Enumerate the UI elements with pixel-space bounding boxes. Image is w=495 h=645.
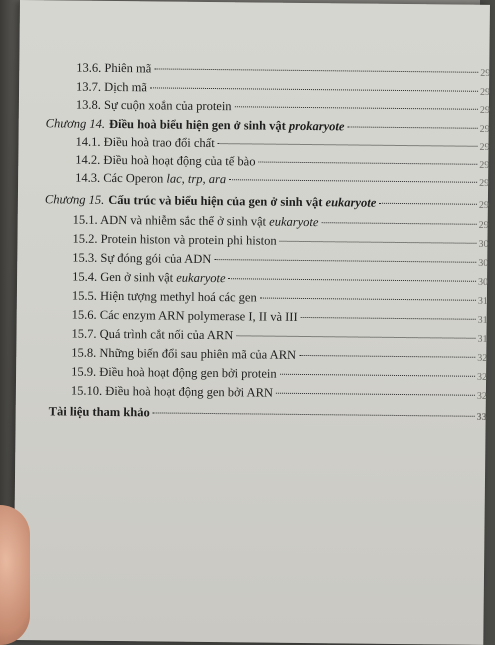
toc-title-text: 15.4. Gen ở sinh vật [72, 269, 177, 285]
table-of-contents [13, 0, 490, 645]
chapter-number: Chương 14. [45, 116, 106, 131]
dot-leader [214, 259, 476, 263]
chapter-title-emphasis: eukaryote [325, 195, 377, 210]
toc-entry-13-7 [76, 80, 494, 99]
chapter-title-emphasis: prokaryote [288, 118, 345, 134]
thumb [0, 505, 30, 645]
toc-title-emphasis: eukaryote [269, 214, 319, 230]
dot-leader [347, 126, 477, 128]
toc-entry-15-7 [71, 327, 491, 346]
toc-entry-15-9 [71, 365, 491, 384]
toc-title: 15.2. Protein histon và protein phi histon [72, 231, 277, 248]
toc-chapter-14 [46, 116, 494, 136]
toc-page-number: 31 [477, 333, 488, 345]
toc-title-emphasis: lac, trp, ara [166, 171, 227, 187]
toc-title: 15.6. Các enzym ARN polymerase I, II và III [71, 307, 298, 324]
toc-entry-15-2 [72, 232, 492, 251]
toc-title-emphasis: eukaryote [176, 270, 226, 286]
dot-leader [150, 87, 478, 91]
toc-title: 14.1. Điều hoà trao đổi chất [75, 134, 215, 151]
toc-page-number: 30 [478, 238, 489, 250]
dot-leader [280, 241, 477, 244]
dot-leader [154, 68, 478, 72]
toc-title: Tài liệu tham khảo [48, 404, 150, 420]
dot-leader [235, 106, 478, 110]
toc-title: 14.2. Điều hoà hoạt động của tế bào [75, 152, 256, 169]
dot-leader [280, 374, 475, 377]
toc-page-number: 31 [477, 295, 488, 307]
toc-entry-15-3 [72, 251, 492, 270]
chapter-title [109, 117, 345, 134]
dot-leader [258, 162, 477, 165]
toc-page-number: 30 [478, 276, 489, 288]
toc-title: 15.9. Điều hoà hoạt động gen bởi protein [71, 364, 277, 381]
toc-entry-14-1 [75, 135, 493, 154]
toc-page-number: 29 [479, 123, 490, 135]
dot-leader [260, 298, 476, 301]
toc-title: 13.7. Dịch mã [76, 79, 147, 95]
dot-leader [301, 317, 476, 320]
dot-leader [299, 355, 475, 358]
toc-entry-15-6 [72, 308, 492, 327]
toc-page-number: 29 [478, 199, 489, 211]
toc-entry-15-8 [71, 346, 491, 365]
toc-title: 15.10. Điều hoà hoạt động gen bởi ARN [70, 383, 274, 400]
toc-page-number: 32 [477, 352, 488, 364]
toc-page-number: 29 [479, 177, 490, 189]
toc-chapter-15 [45, 192, 493, 212]
toc-entry-14-3 [75, 171, 493, 190]
dot-leader [236, 335, 475, 339]
toc-title-text: 15.1. ADN và nhiễm sắc thể ở sinh vật [72, 212, 270, 229]
toc-page-number: 29 [479, 104, 490, 116]
toc-page-number: 33 [476, 411, 487, 423]
dot-leader [229, 278, 477, 282]
toc-entry-15-1 [73, 213, 493, 232]
toc-title [75, 171, 226, 188]
dot-leader [321, 222, 476, 225]
toc-title [73, 213, 319, 231]
toc-entry-13-6 [76, 61, 494, 80]
toc-entry-15-4 [72, 270, 492, 289]
toc-page-number: 29 [479, 159, 490, 171]
toc-page-number: 30 [478, 257, 489, 269]
dot-leader [276, 393, 475, 396]
dot-leader [218, 143, 478, 147]
toc-title: 15.3. Sự đóng gói của ADN [72, 250, 212, 267]
toc-title: 15.7. Quá trình cắt nối của ARN [71, 326, 234, 343]
dot-leader [379, 203, 477, 205]
book-page [13, 0, 490, 645]
toc-entry-15-5 [72, 289, 492, 308]
dot-leader [153, 412, 475, 416]
toc-page-number: 29 [480, 86, 491, 98]
chapter-title-text: Điều hoà biểu hiện gen ở sinh vật [108, 116, 289, 133]
toc-title [72, 270, 226, 287]
toc-page-number: 29 [478, 219, 489, 231]
toc-title: 13.8. Sự cuộn xoắn của protein [75, 97, 232, 114]
dot-leader [229, 179, 477, 183]
toc-title: 15.8. Những biến đổi sau phiên mã của ARN [71, 345, 297, 362]
toc-page-number: 29 [479, 141, 490, 153]
toc-references [49, 404, 491, 424]
toc-page-number: 32 [477, 371, 488, 383]
chapter-title [108, 193, 376, 211]
toc-entry-14-2 [75, 153, 493, 172]
toc-page-number: 32 [476, 390, 487, 402]
chapter-number: Chương 15. [44, 192, 105, 207]
toc-page-number: 31 [477, 314, 488, 326]
chapter-title-text: Cấu trúc và biểu hiện của gen ở sinh vật [108, 192, 326, 210]
toc-title: 13.6. Phiên mã [76, 60, 152, 76]
toc-title: 15.5. Hiện tượng methyl hoá các gen [71, 288, 257, 305]
toc-title-text: 14.3. Các Operon [75, 170, 167, 186]
toc-entry-13-8 [76, 98, 494, 117]
toc-entry-15-10 [71, 384, 491, 403]
toc-page-number: 29 [480, 67, 491, 79]
